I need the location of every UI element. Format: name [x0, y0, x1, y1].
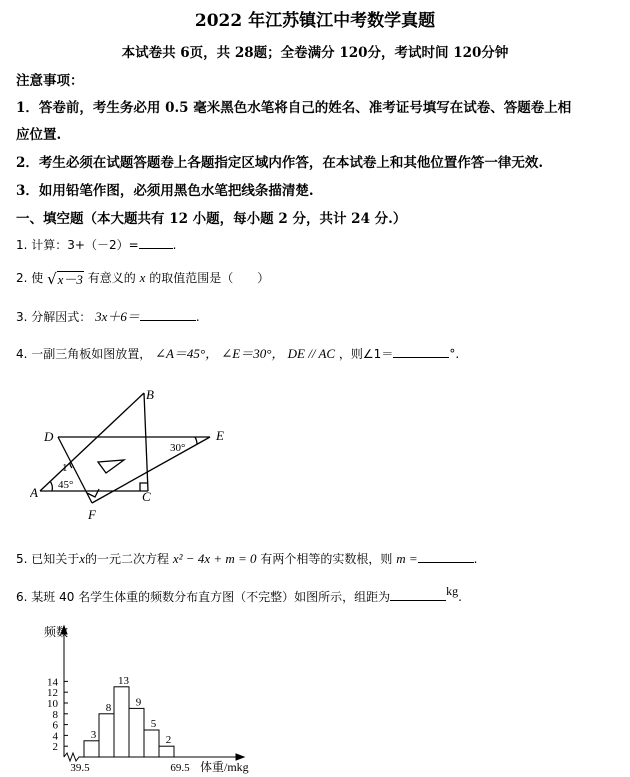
histogram-bar	[114, 687, 129, 757]
answer-blank-6	[390, 588, 446, 601]
question-1	[16, 236, 176, 253]
question-2-var: x	[139, 270, 146, 285]
notes-heading: 注意事项：	[16, 73, 84, 89]
y-tick-label: 14	[47, 676, 58, 689]
question-5	[16, 550, 477, 567]
note-item-1-line2: 应位置.	[16, 127, 62, 143]
question-5-equation: x² − 4x + m = 0	[172, 551, 257, 566]
histogram-bar	[99, 714, 114, 757]
histogram-bar	[84, 741, 99, 757]
page-title: 2022 年江苏镇江中考数学真题	[194, 11, 436, 31]
question-3-expr: 3x＋6＝	[95, 309, 140, 324]
segment-BC	[144, 393, 148, 491]
answer-blank-4	[393, 345, 449, 358]
label-angle-1: 1	[62, 462, 68, 474]
y-tick-label: 4	[52, 730, 58, 743]
inner-triangle	[98, 460, 124, 473]
histogram-bar	[159, 746, 174, 757]
question-2-mid: 有意义的	[87, 271, 136, 285]
question-5-var: x	[79, 551, 86, 566]
question-5-suffix: 有两个相等的实数根，则	[260, 552, 393, 566]
question-4-then: ，则∠1＝	[338, 347, 394, 361]
histogram-bar	[144, 730, 159, 757]
note-item-3: 3．如用铅笔作图，必须用黑色水笔把线条描清楚.	[16, 183, 314, 199]
label-A: A	[30, 485, 38, 500]
label-E: E	[216, 428, 224, 443]
bar-data-label: 5	[150, 718, 157, 730]
angle-arc-A	[50, 481, 52, 491]
question-5-end: .	[473, 552, 478, 566]
note-item-1-line1: 1．答卷前，考生务必用 0.5 毫米黑色水笔将自己的姓名、准考证号填写在试卷、答题卷上相	[16, 100, 572, 116]
angle-arc-E	[195, 437, 197, 444]
question-5-ask: m =	[396, 551, 418, 566]
question-4-end: °.	[449, 347, 460, 361]
label-angle-A: 45°	[58, 479, 74, 491]
question-2-prefix: 2. 使	[16, 271, 44, 285]
note-item-2: 2．考生必须在试题答题卷上各题指定区域内作答，在本试卷上和其他位置作答一律无效.	[16, 155, 544, 171]
label-angle-E: 30°	[170, 442, 186, 454]
bar-data-label: 8	[105, 701, 112, 714]
page-subtitle: 本试卷共 6页，共 28题；全卷满分 120分，考试时间 120分钟	[121, 45, 509, 61]
x-axis-label: 体重/mkg	[200, 760, 249, 774]
bar-data-label: 2	[165, 734, 172, 747]
label-B: B	[146, 387, 154, 402]
bar-data-label: 3	[90, 728, 97, 741]
question-6-text: 6. 某班 40 名学生体重的频数分布直方图（不完整）如图所示，组距为	[16, 590, 391, 604]
y-tick-label: 6	[52, 719, 58, 732]
triangle-figure	[30, 385, 230, 525]
answer-blank-3	[140, 308, 196, 321]
question-3-prefix: 3. 分解因式：	[16, 310, 92, 324]
question-4-condition: ∠A＝45°， ∠E＝30°， DE // AC	[155, 346, 336, 361]
question-4	[16, 343, 459, 362]
question-6-end: .	[458, 590, 462, 604]
question-2-suffix: 的取值范围是（ ）	[149, 271, 270, 285]
sqrt-expression: √x－3	[47, 270, 83, 288]
x-tick-label: 69.5	[170, 762, 190, 774]
question-3	[16, 306, 200, 325]
question-5-prefix: 5. 已知关于	[16, 552, 80, 566]
question-5-mid: 的一元二次方程	[85, 552, 170, 566]
radicand: x－3	[57, 272, 83, 287]
y-tick-label: 10	[47, 698, 58, 710]
label-C: C	[142, 489, 151, 504]
segment-AB	[40, 393, 144, 491]
y-tick-label: 2	[52, 741, 58, 754]
question-1-end: .	[172, 238, 177, 252]
label-F: F	[88, 507, 96, 522]
histogram-bar	[129, 708, 144, 757]
histogram-chart	[18, 622, 268, 777]
label-D: D	[44, 429, 54, 444]
answer-blank-5	[418, 550, 474, 563]
y-tick-label: 12	[47, 687, 58, 700]
answer-blank-1	[139, 236, 173, 249]
section-heading: 一、填空题（本大题共有 12 小题，每小题 2 分，共计 24 分.）	[16, 211, 407, 227]
x-tick-label: 39.5	[70, 762, 90, 774]
bar-data-label: 13	[118, 674, 129, 687]
y-axis-label: 频数	[44, 625, 69, 639]
question-3-end: .	[195, 310, 200, 324]
bar-data-label: 9	[135, 696, 142, 709]
question-2	[16, 267, 269, 291]
question-4-prefix: 4. 一副三角板如图放置，	[16, 347, 152, 361]
question-6-unit: kg	[446, 584, 459, 598]
y-tick-label: 8	[52, 708, 58, 721]
question-1-text: 1. 计算：3+（－2）=	[16, 238, 139, 252]
question-6	[16, 584, 462, 605]
